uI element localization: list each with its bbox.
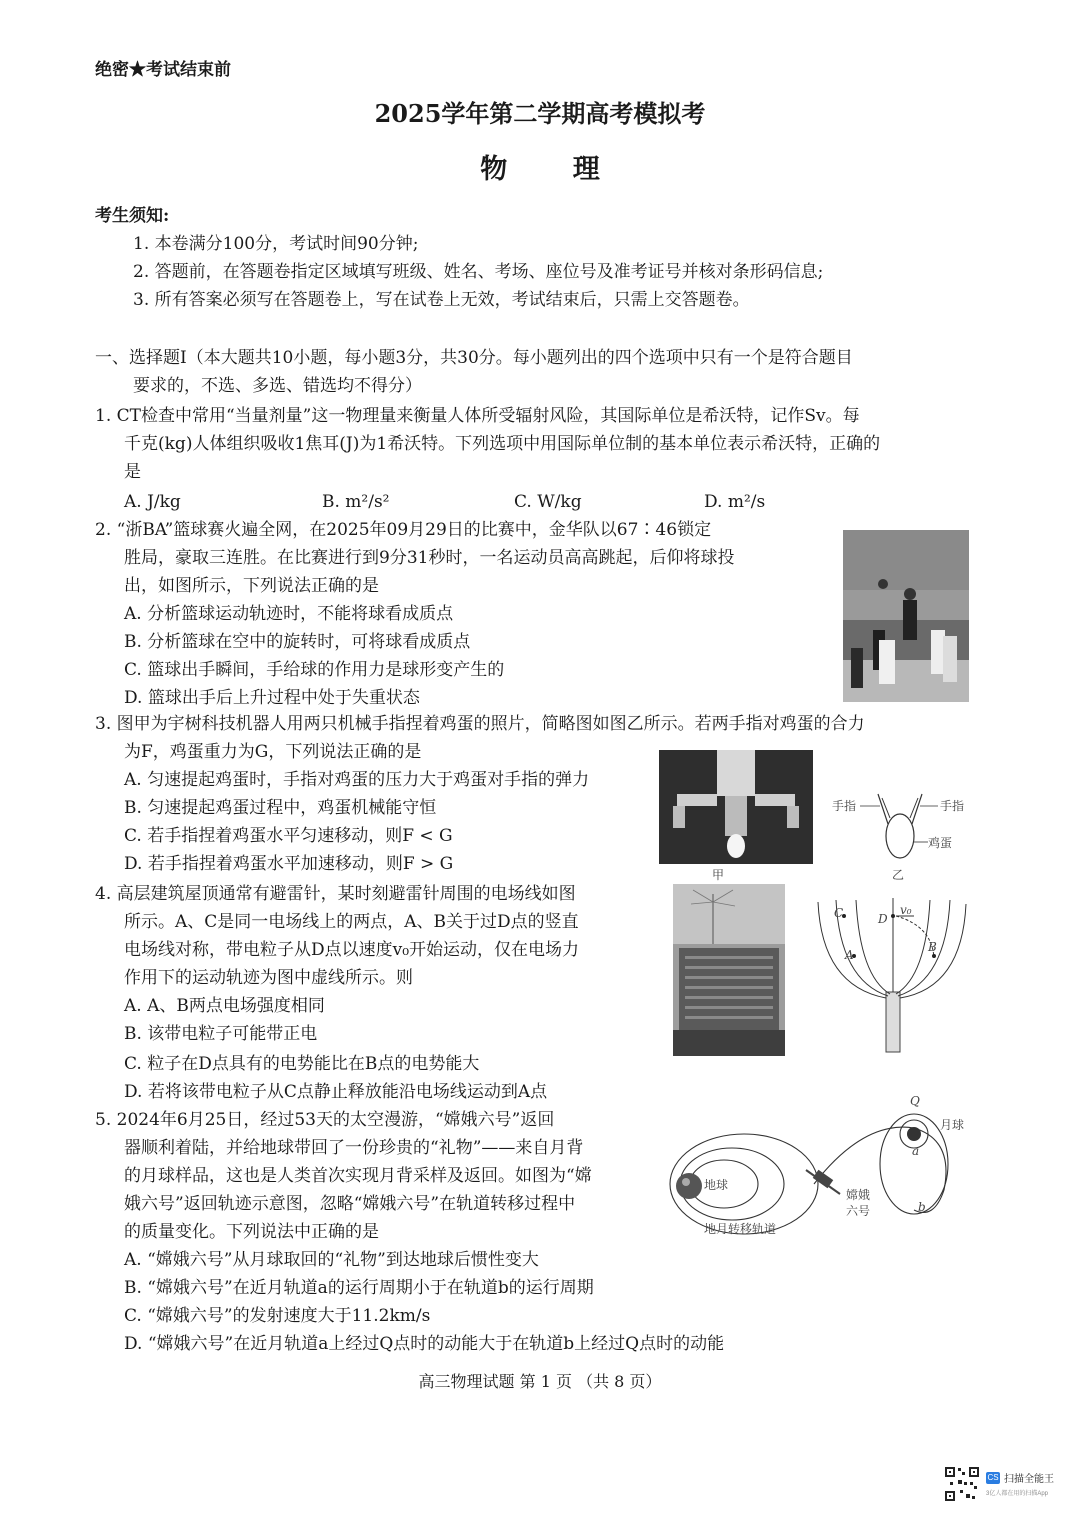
q5-option-c: C. “嫦娥六号”的发射速度大于11.2km/s bbox=[124, 1306, 431, 1326]
egg-label: 鸡蛋 bbox=[928, 836, 953, 850]
figure-label-jia: 甲 bbox=[712, 868, 725, 882]
scanner-watermark bbox=[944, 1466, 1064, 1506]
question-4-text: 4. 高层建筑屋顶通常有避雷针，某时刻避雷针周围的电场线如图 bbox=[95, 884, 576, 904]
velocity-label: v₀ bbox=[900, 903, 912, 917]
question-2-text: 胜局，豪取三连胜。在比赛进行到9分31秒时，一名运动员高高跳起，后仰将球投 bbox=[124, 548, 735, 568]
orbit-a-label: a bbox=[912, 1144, 920, 1158]
section-heading-cont: 要求的，不选、多选、错选均不得分） bbox=[133, 376, 422, 396]
electric-field-diagram bbox=[812, 896, 968, 1056]
question-4-text: 作用下的运动轨迹为图中虚线所示。则 bbox=[124, 968, 413, 988]
notice-item: 3. 所有答案必须写在答题卷上，写在试卷上无效，考试结束后，只需上交答题卷。 bbox=[133, 290, 750, 310]
question-2-text: 2. “浙BA”篮球赛火遍全网，在2025年09月29日的比赛中，金华队以67∶46锁定 bbox=[95, 520, 712, 540]
question-3-text: 3. 图甲为宇树科技机器人用两只机械手指捏着鸡蛋的照片，简略图如图乙所示。若两手指对鸡蛋的合力 bbox=[95, 714, 865, 734]
q1-option-b: B. m²/s² bbox=[322, 492, 390, 512]
earth-label: 地球 bbox=[704, 1178, 729, 1192]
notice-heading: 考生须知: bbox=[95, 206, 170, 226]
orbit-b-label: b bbox=[918, 1200, 926, 1214]
q4-option-d: D. 若将该带电粒子从C点静止释放能沿电场线运动到A点 bbox=[124, 1082, 548, 1102]
orbit-diagram bbox=[664, 1100, 974, 1240]
scanner-name: 扫描全能王 bbox=[1004, 1474, 1054, 1485]
point-c-label: C bbox=[834, 906, 844, 920]
basketball-photo bbox=[843, 530, 969, 702]
q3-option-c: C. 若手指捏着鸡蛋水平匀速移动，则F < G bbox=[124, 826, 453, 846]
q2-option-c: C. 篮球出手瞬间，手给球的作用力是球形变产生的 bbox=[124, 660, 505, 680]
q4-option-a: A. A、B两点电场强度相同 bbox=[124, 996, 325, 1016]
q2-option-b: B. 分析篮球在空中的旋转时，可将球看成质点 bbox=[124, 632, 471, 652]
figure-label-yi: 乙 bbox=[892, 868, 905, 882]
qr-code-icon bbox=[944, 1466, 980, 1502]
notice-item: 1. 本卷满分100分，考试时间90分钟; bbox=[133, 234, 419, 254]
scanner-tagline: 3亿人都在用的扫描App bbox=[986, 1491, 1049, 1497]
exam-title: 2025学年第二学期高考模拟考 bbox=[374, 99, 706, 128]
page-footer: 高三物理试题 第 1 页 （共 8 页） bbox=[418, 1372, 662, 1391]
question-5-text: 的质量变化。下列说法中正确的是 bbox=[124, 1222, 379, 1242]
question-5-text: 5. 2024年6月25日，经过53天的太空漫游，“嫦娥六号”返回 bbox=[95, 1110, 555, 1130]
building-photo bbox=[673, 884, 785, 1056]
q3-option-d: D. 若手指捏着鸡蛋水平加速移动，则F > G bbox=[124, 854, 454, 874]
point-a-label: A bbox=[845, 948, 854, 962]
confidential-label: 绝密★考试结束前 bbox=[95, 60, 231, 80]
question-5-text: 器顺利着陆，并给地球带回了一份珍贵的“礼物”——来自月背 bbox=[124, 1138, 584, 1158]
probe-label-2: 六号 bbox=[846, 1204, 871, 1218]
question-1-text: 是 bbox=[124, 462, 141, 482]
point-q-label: Q bbox=[910, 1094, 920, 1108]
q5-option-d: D. “嫦娥六号”在近月轨道a上经过Q点时的动能大于在轨道b上经过Q点时的动能 bbox=[124, 1334, 725, 1354]
moon-label: 月球 bbox=[940, 1118, 965, 1132]
question-4-text: 所示。A、C是同一电场线上的两点，A、B关于过D点的竖直 bbox=[124, 912, 579, 932]
q5-option-b: B. “嫦娥六号”在近月轨道a的运行周期小于在轨道b的运行周期 bbox=[124, 1278, 594, 1298]
question-5-text: 娥六号”返回轨迹示意图，忽略“嫦娥六号”在轨道转移过程中 bbox=[124, 1194, 576, 1214]
question-1-text: 千克(kg)人体组织吸收1焦耳(J)为1希沃特。下列选项中用国际单位制的基本单位表示希沃特，正确的 bbox=[124, 434, 881, 454]
question-2-text: 出，如图所示，下列说法正确的是 bbox=[124, 576, 379, 596]
q3-option-a: A. 匀速提起鸡蛋时，手指对鸡蛋的压力大于鸡蛋对手指的弹力 bbox=[124, 770, 590, 790]
question-4-text: 电场线对称，带电粒子从D点以速度v₀开始运动，仅在电场力 bbox=[124, 940, 580, 960]
q2-option-a: A. 分析篮球运动轨迹时，不能将球看成质点 bbox=[124, 604, 454, 624]
q1-option-a: A. J/kg bbox=[124, 492, 181, 512]
q2-option-d: D. 篮球出手后上升过程中处于失重状态 bbox=[124, 688, 420, 708]
question-5-text: 的月球样品，这也是人类首次实现月背采样及返回。如图为“嫦 bbox=[124, 1166, 592, 1186]
question-3-text: 为F，鸡蛋重力为G，下列说法正确的是 bbox=[124, 742, 422, 762]
point-b-label: B bbox=[928, 940, 937, 954]
transfer-orbit-label: 地月转移轨道 bbox=[704, 1222, 777, 1236]
scanner-logo: CS bbox=[987, 1473, 999, 1482]
robot-hand-photo bbox=[659, 750, 813, 864]
subject-title: 物 理 bbox=[480, 154, 628, 185]
probe-label-1: 嫦娥 bbox=[846, 1188, 871, 1202]
notice-item: 2. 答题前，在答题卷指定区域填写班级、姓名、考场、座位号及准考证号并核对条形码信息; bbox=[133, 262, 824, 282]
point-d-label: D bbox=[878, 912, 888, 926]
q5-option-a: A. “嫦娥六号”从月球取回的“礼物”到达地球后惯性变大 bbox=[124, 1250, 539, 1270]
q1-option-d: D. m²/s bbox=[704, 492, 766, 512]
finger-label-left: 手指 bbox=[832, 799, 857, 813]
q3-option-b: B. 匀速提起鸡蛋过程中，鸡蛋机械能守恒 bbox=[124, 798, 437, 818]
section-heading: 一、选择题I（本大题共10小题，每小题3分，共30分。每小题列出的四个选项中只有一个是符合题目 bbox=[95, 348, 853, 368]
q4-option-b: B. 该带电粒子可能带正电 bbox=[124, 1024, 318, 1044]
q4-option-c: C. 粒子在D点具有的电势能比在B点的电势能大 bbox=[124, 1054, 480, 1074]
question-1-text: 1. CT检查中常用“当量剂量”这一物理量来衡量人体所受辐射风险，其国际单位是希沃特，记作Sv。每 bbox=[95, 406, 860, 426]
q1-option-c: C. W/kg bbox=[514, 492, 582, 512]
finger-label-right: 手指 bbox=[940, 799, 965, 813]
